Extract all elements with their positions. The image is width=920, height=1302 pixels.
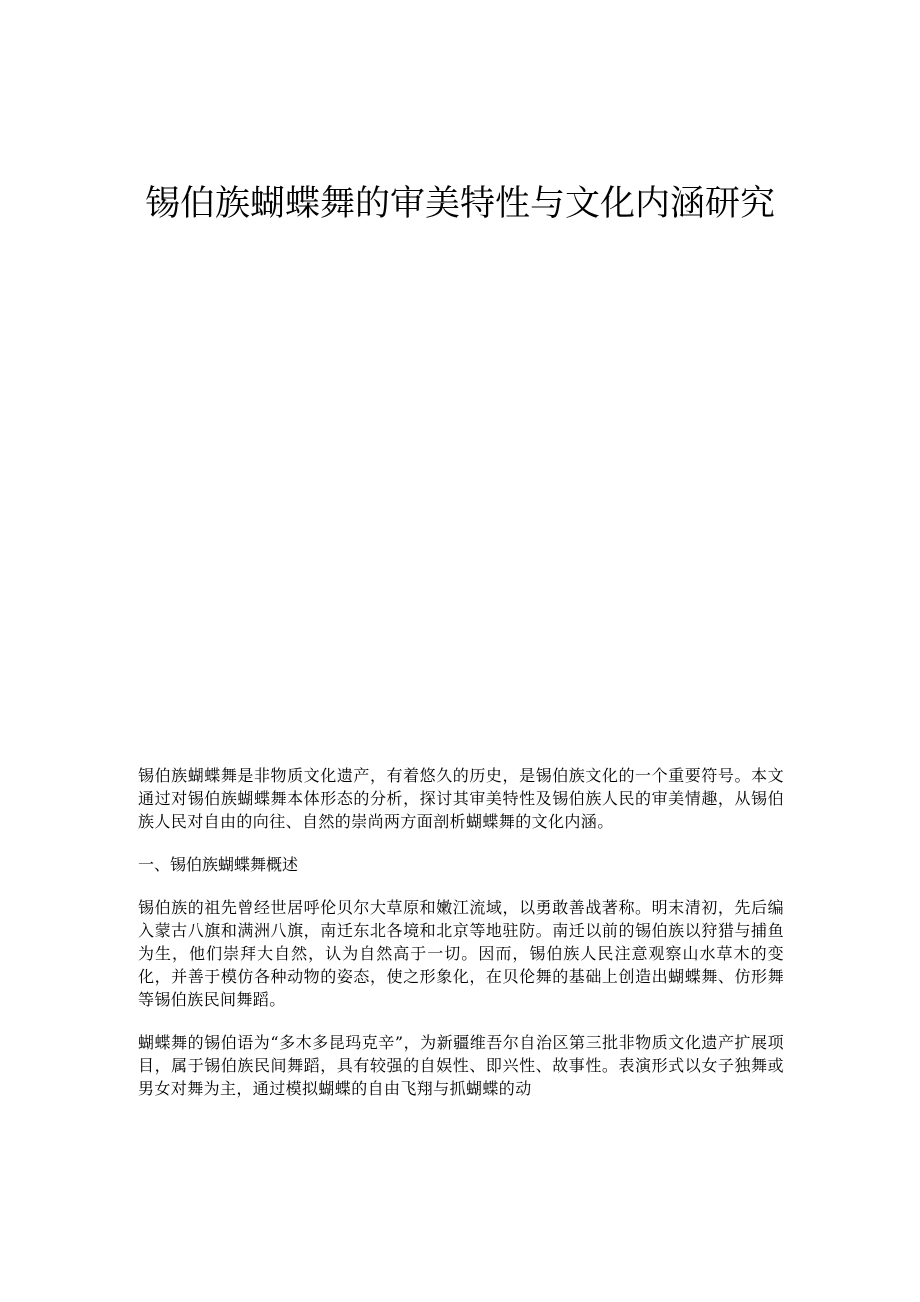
body-paragraph: 锡伯族的祖先曾经世居呼伦贝尔大草原和嫩江流域，以勇敢善战著称。明末清初，先后编入蒙古八旗和满洲八旗，南迁东北各境和北京等地驻防。南迁以前的锡伯族以狩猎与捕鱼为生，他们崇拜大自然，认为自然高于一切。因而，锡伯族人民注意观察山水草木的变化，并善于模仿各种动物的姿态，使之形象化，在贝伦舞的基础上创造出蝴蝶舞、仿形舞等锡伯族民间舞蹈。	[138, 898, 784, 1009]
document-title: 锡伯族蝴蝶舞的审美特性与文化内涵研究	[144, 184, 775, 224]
abstract-paragraph: 锡伯族蝴蝶舞是非物质文化遗产，有着悠久的历史，是锡伯族文化的一个重要符号。本文通过对锡伯族蝴蝶舞本体形态的分析，探讨其审美特性及锡伯族人民的审美情趣，从锡伯族人民对自由的向往、自然的崇尚两方面剖析蝴蝶舞的文化内涵。	[138, 766, 784, 831]
document-body	[138, 764, 784, 1120]
section-heading: 一、锡伯族蝴蝶舞概述	[138, 855, 299, 874]
body-paragraph: 蝴蝶舞的锡伯语为“多木多昆玛克辛”，为新疆维吾尔自治区第三批非物质文化遗产扩展项目，属于锡伯族民间舞蹈，具有较强的自娱性、即兴性、故事性。表演形式以女子独舞或男女对舞为主，通过模拟蝴蝶的自由飞翔与抓蝴蝶的动	[138, 1033, 784, 1098]
